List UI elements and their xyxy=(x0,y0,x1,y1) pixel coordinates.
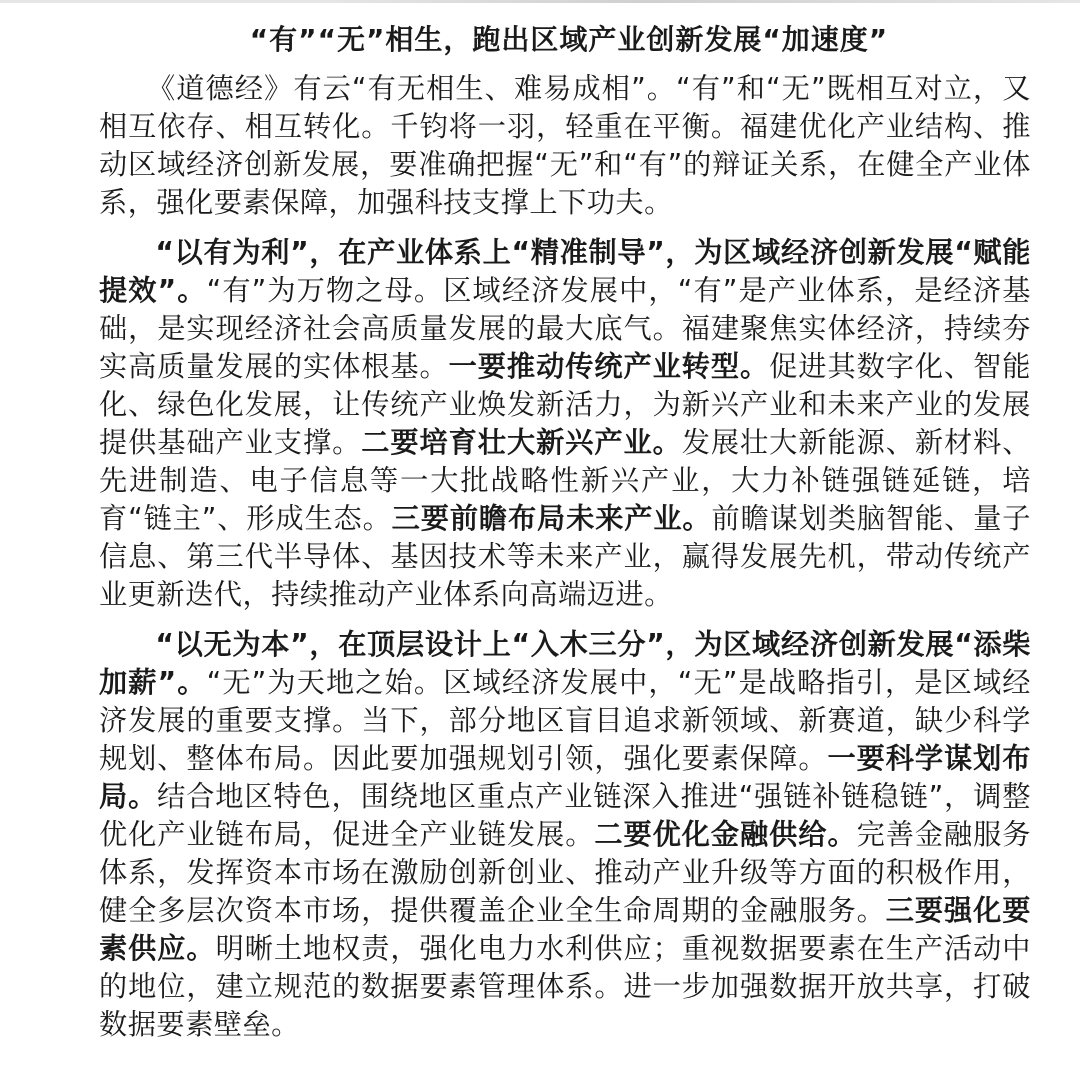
paragraph-wu xyxy=(99,626,1031,1044)
paragraph-you-text-3: 发展壮大新能源、新材料、先进制造、电子信息等一大批战略性新兴产业，大力补链强链延链，培育“链主”、形成生态。 xyxy=(99,426,1031,535)
top-rule xyxy=(0,0,1080,3)
paragraph-you-text-1: “有”为万物之母。区域经济发展中，“有”是产业体系，是经济基础，是实现经济社会高质量发展的最大底气。福建聚焦实体经济，持续夯实高质量发展的实体根基。 xyxy=(99,274,1031,383)
paragraph-you-point-2: 二要培育壮大新兴产业。 xyxy=(361,426,682,459)
paragraph-you-lead: “以有为利”，在产业体系上“精准制导”，为区域经济创新发展“赋能提效”。 xyxy=(99,236,1031,307)
article xyxy=(99,20,1031,1044)
paragraph-wu-text-3: 完善金融服务体系，发挥资本市场在激励创新创业、推动产业升级等方面的积极作用，健全多层次资本市场，提供覆盖企业全生命周期的金融服务。 xyxy=(99,818,1031,927)
paragraph-you-text-2: 促进其数字化、智能化、绿色化发展，让传统产业焕发新活力，为新兴产业和未来产业的发展提供基础产业支撑。 xyxy=(99,350,1031,459)
bottom-fade xyxy=(0,1078,1080,1088)
paragraph-wu-point-3: 三要强化要素供应。 xyxy=(99,894,1031,965)
paragraph-you-point-3: 三要前瞻布局未来产业。 xyxy=(391,502,712,535)
paragraph-wu-point-2: 二要优化金融供给。 xyxy=(594,818,857,851)
paragraph-you-text-4: 前瞻谋划类脑智能、量子信息、第三代半导体、基因技术等未来产业，赢得发展先机，带动传统产业更新迭代，持续推动产业体系向高端迈进。 xyxy=(99,502,1031,611)
paragraph-intro xyxy=(99,70,1031,222)
paragraph-wu-text-2: 结合地区特色，围绕地区重点产业链深入推进“强链补链稳链”，调整优化产业链布局，促进全产业链发展。 xyxy=(99,780,1031,851)
paragraph-wu-text-4: 明晰土地权责，强化电力水利供应；重视数据要素在生产活动中的地位，建立规范的数据要素管理体系。进一步加强数据开放共享，打破数据要素壁垒。 xyxy=(99,932,1031,1041)
paragraph-you-point-1: 一要推动传统产业转型。 xyxy=(448,350,770,383)
paragraph-wu-point-1: 一要科学谋划布局。 xyxy=(99,742,1031,813)
paragraph-you xyxy=(99,234,1031,614)
article-title: “有”“无”相生，跑出区域产业创新发展“加速度” xyxy=(249,23,889,56)
paragraph-intro-text: 《道德经》有云“有无相生、难易成相”。“有”和“无”既相互对立，又相互依存、相互转化。千钧将一羽，轻重在平衡。福建优化产业结构、推动区域经济创新发展，要准确把握“无”和“有”的辩证关系，在健全产业体系，强化要素保障，加强科技支撑上下功夫。 xyxy=(99,72,1031,219)
paragraph-wu-text-1: “无”为天地之始。区域经济发展中，“无”是战略指引，是区域经济发展的重要支撑。当下，部分地区盲目追求新领域、新赛道，缺少科学规划、整体布局。因此要加强规划引领，强化要素保障。 xyxy=(99,666,1031,775)
paragraph-wu-lead: “以无为本”，在顶层设计上“入木三分”，为区域经济创新发展“添柴加薪”。 xyxy=(99,628,1031,699)
